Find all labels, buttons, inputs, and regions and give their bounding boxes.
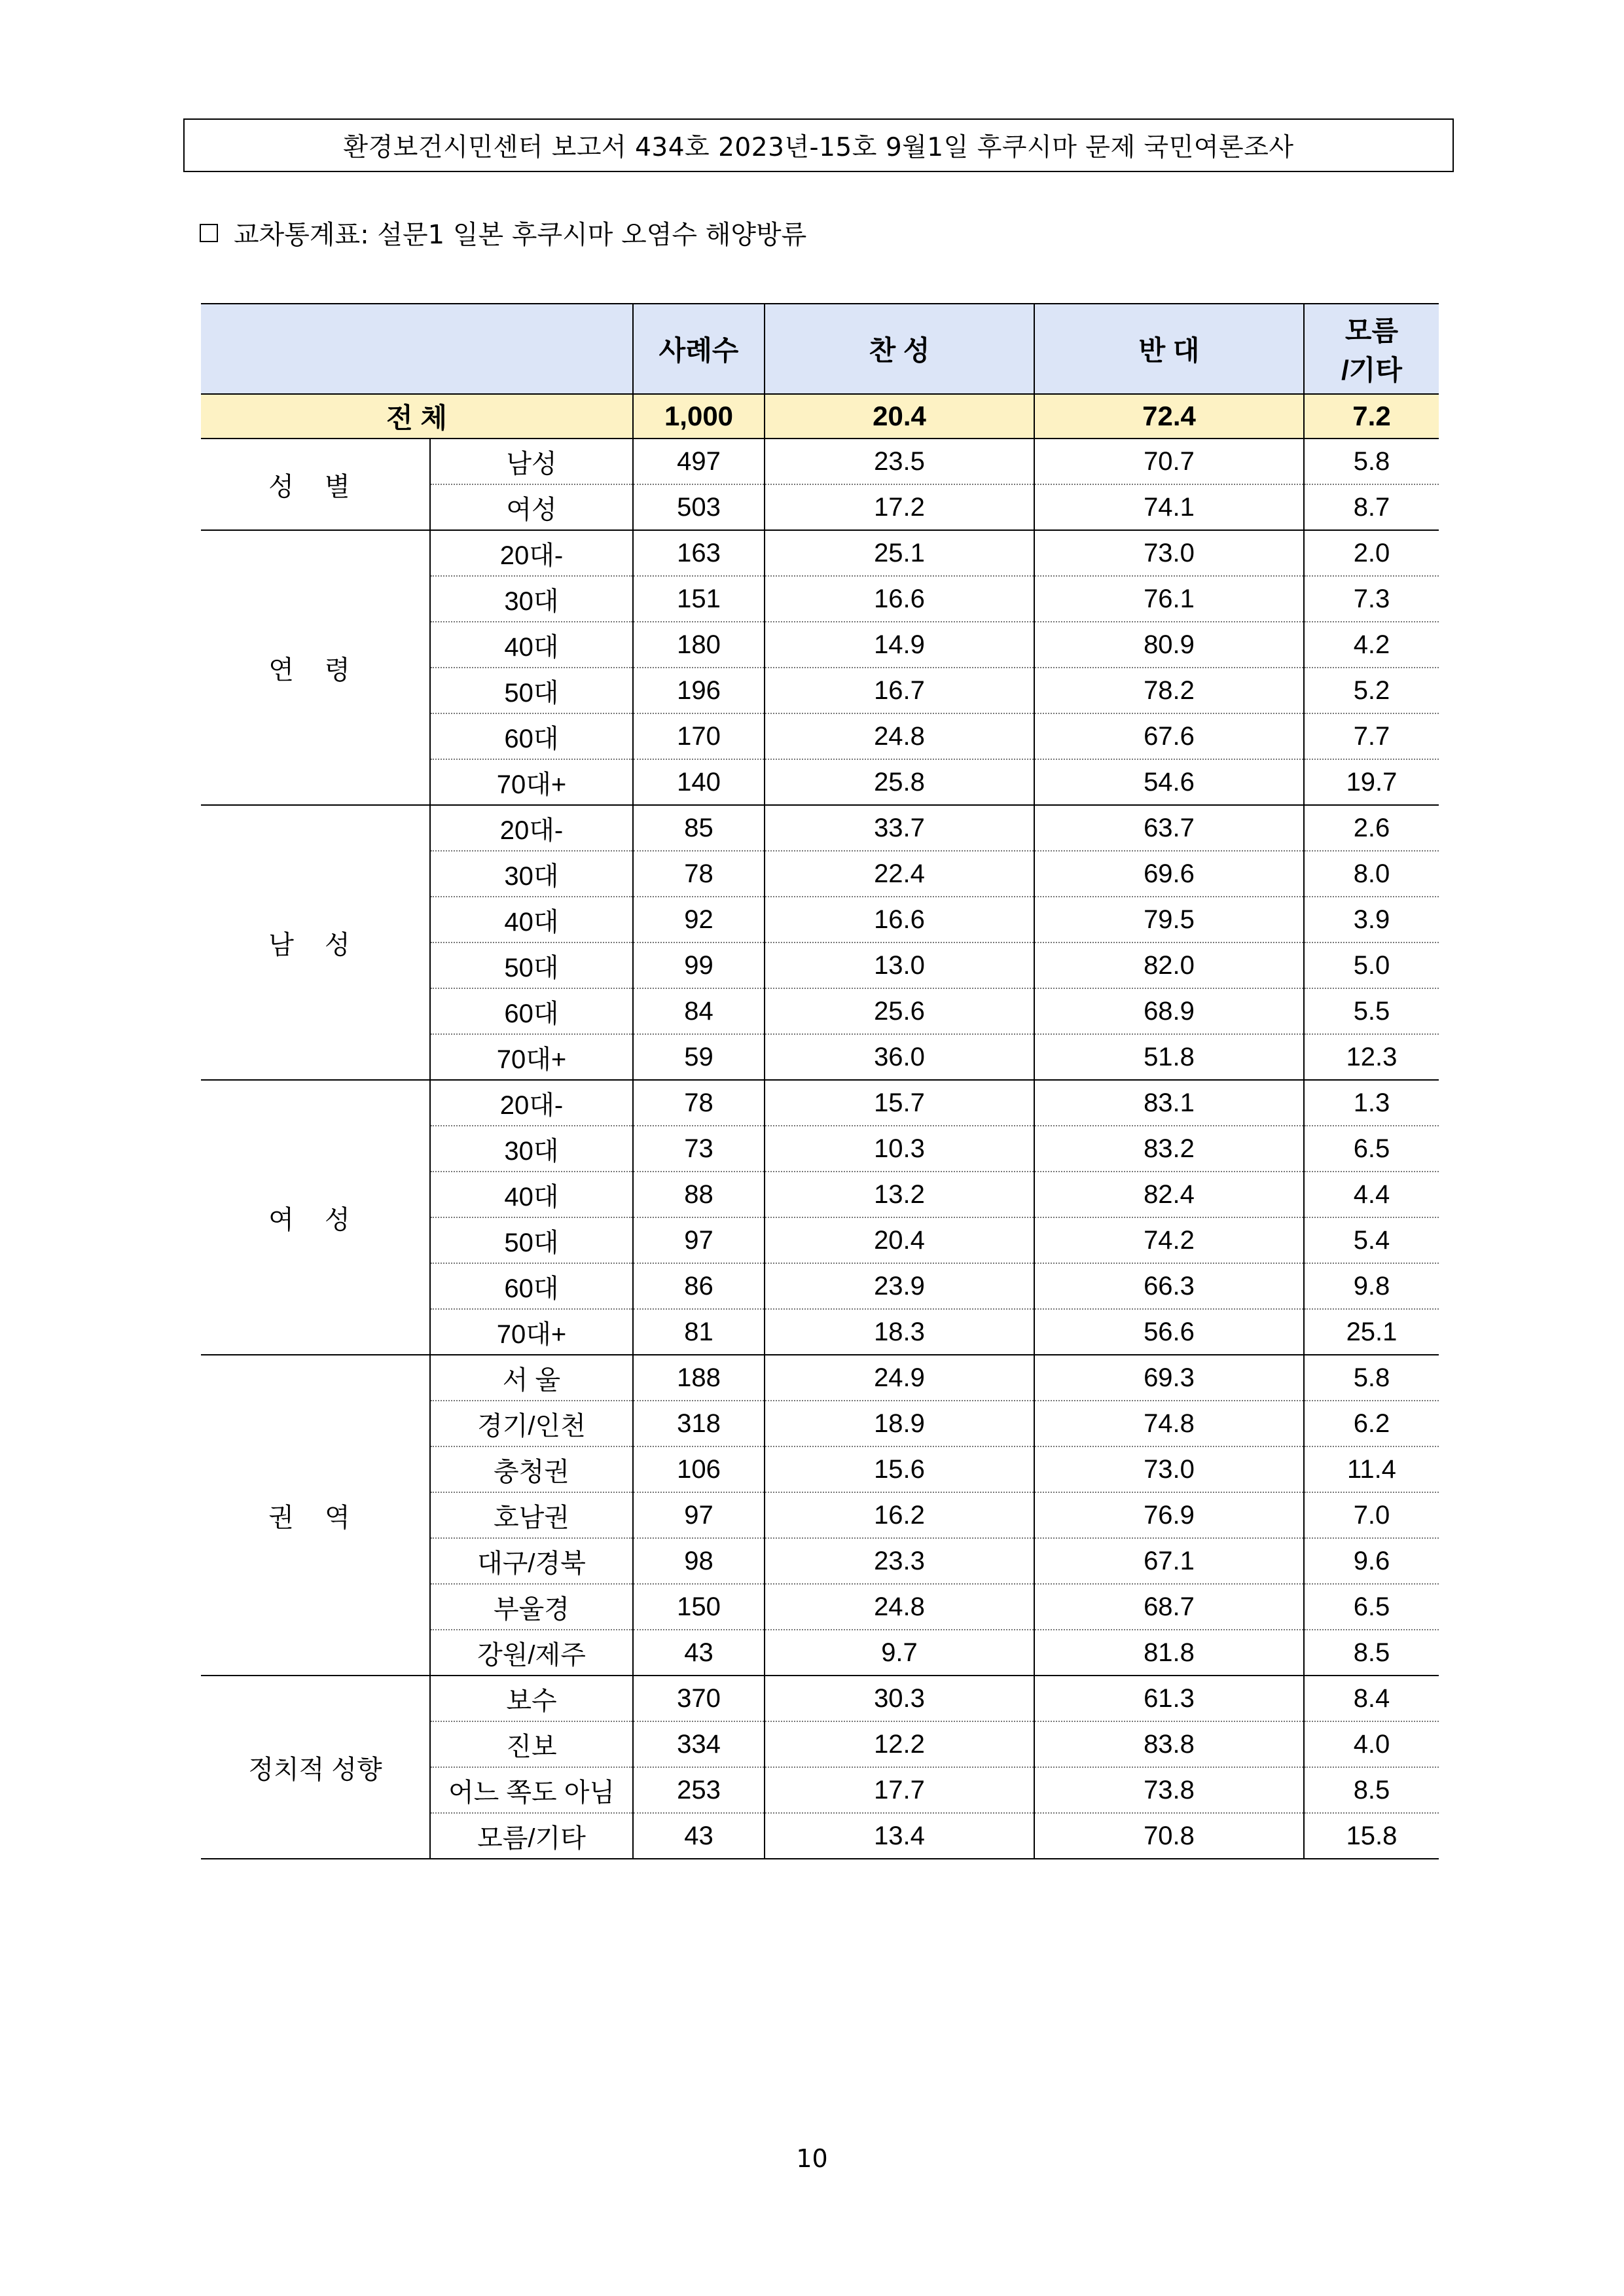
cell-n: 497 [633, 439, 765, 484]
cell-oppose: 74.8 [1034, 1401, 1304, 1446]
header-corner [201, 304, 633, 394]
row-label: 20대- [430, 530, 633, 576]
cell-agree: 25.1 [765, 530, 1034, 576]
cell-n: 151 [633, 576, 765, 622]
cell-other: 5.5 [1304, 988, 1439, 1034]
row-label: 서 울 [430, 1355, 633, 1401]
cell-agree: 16.2 [765, 1492, 1034, 1538]
cell-agree: 9.7 [765, 1630, 1034, 1676]
row-label: 남성 [430, 439, 633, 484]
cell-agree: 24.8 [765, 1584, 1034, 1630]
row-label: 60대 [430, 1263, 633, 1309]
cell-other: 8.0 [1304, 851, 1439, 897]
cell-oppose: 51.8 [1034, 1034, 1304, 1080]
cell-other: 4.0 [1304, 1721, 1439, 1767]
row-label: 70대+ [430, 1309, 633, 1355]
table-row [201, 1080, 1439, 1126]
cell-n: 97 [633, 1492, 765, 1538]
cell-other: 8.5 [1304, 1767, 1439, 1813]
cell-other: 2.6 [1304, 805, 1439, 851]
cell-n: 196 [633, 668, 765, 713]
row-label: 70대+ [430, 1034, 633, 1080]
row-label: 여성 [430, 484, 633, 530]
cell-agree: 23.9 [765, 1263, 1034, 1309]
group-label: 연 령 [201, 530, 430, 805]
row-label: 충청권 [430, 1446, 633, 1492]
row-label: 40대 [430, 622, 633, 668]
row-label: 호남권 [430, 1492, 633, 1538]
table-group [201, 439, 1439, 530]
total-oppose: 72.4 [1034, 394, 1304, 439]
cell-other: 6.5 [1304, 1584, 1439, 1630]
cell-other: 7.0 [1304, 1492, 1439, 1538]
cell-agree: 22.4 [765, 851, 1034, 897]
cell-other: 1.3 [1304, 1080, 1439, 1126]
cell-n: 88 [633, 1172, 765, 1217]
header-agree: 찬 성 [765, 304, 1034, 394]
row-label: 20대- [430, 1080, 633, 1126]
cell-oppose: 78.2 [1034, 668, 1304, 713]
cell-oppose: 81.8 [1034, 1630, 1304, 1676]
cell-agree: 15.7 [765, 1080, 1034, 1126]
cell-agree: 25.6 [765, 988, 1034, 1034]
cell-oppose: 68.7 [1034, 1584, 1304, 1630]
cell-n: 253 [633, 1767, 765, 1813]
cell-oppose: 70.8 [1034, 1813, 1304, 1859]
cell-other: 12.3 [1304, 1034, 1439, 1080]
total-n: 1,000 [633, 394, 765, 439]
cell-oppose: 67.1 [1034, 1538, 1304, 1584]
cross-tab-table [201, 303, 1439, 1859]
cell-agree: 20.4 [765, 1217, 1034, 1263]
cell-other: 7.3 [1304, 576, 1439, 622]
cell-oppose: 54.6 [1034, 759, 1304, 805]
cell-n: 370 [633, 1676, 765, 1721]
total-label: 전 체 [201, 394, 633, 439]
row-label: 보수 [430, 1676, 633, 1721]
report-header [183, 118, 1454, 172]
group-label: 남 성 [201, 805, 430, 1080]
cell-other: 6.5 [1304, 1126, 1439, 1172]
cell-oppose: 83.1 [1034, 1080, 1304, 1126]
cell-oppose: 70.7 [1034, 439, 1304, 484]
cell-oppose: 63.7 [1034, 805, 1304, 851]
cell-agree: 33.7 [765, 805, 1034, 851]
row-label: 40대 [430, 897, 633, 942]
cell-other: 7.7 [1304, 713, 1439, 759]
row-label: 70대+ [430, 759, 633, 805]
cell-oppose: 61.3 [1034, 1676, 1304, 1721]
table-row [201, 1676, 1439, 1721]
cell-n: 73 [633, 1126, 765, 1172]
cell-n: 318 [633, 1401, 765, 1446]
row-label: 20대- [430, 805, 633, 851]
group-label: 권 역 [201, 1355, 430, 1676]
cell-n: 43 [633, 1630, 765, 1676]
cell-oppose: 73.0 [1034, 530, 1304, 576]
row-label: 50대 [430, 668, 633, 713]
table-group [201, 1080, 1439, 1355]
header-other-line2: /기타 [1341, 355, 1402, 386]
cell-agree: 23.5 [765, 439, 1034, 484]
cell-agree: 16.7 [765, 668, 1034, 713]
cell-n: 106 [633, 1446, 765, 1492]
cell-other: 11.4 [1304, 1446, 1439, 1492]
row-label: 대구/경북 [430, 1538, 633, 1584]
group-label: 여 성 [201, 1080, 430, 1355]
cell-agree: 13.0 [765, 942, 1034, 988]
row-label: 60대 [430, 988, 633, 1034]
row-label: 강원/제주 [430, 1630, 633, 1676]
cell-other: 25.1 [1304, 1309, 1439, 1355]
cell-other: 15.8 [1304, 1813, 1439, 1859]
cell-n: 81 [633, 1309, 765, 1355]
cell-n: 503 [633, 484, 765, 530]
cell-agree: 18.9 [765, 1401, 1034, 1446]
row-label: 30대 [430, 851, 633, 897]
cell-agree: 16.6 [765, 576, 1034, 622]
cell-oppose: 82.0 [1034, 942, 1304, 988]
row-label: 50대 [430, 942, 633, 988]
report-header-title: 환경보건시민센터 보고서 434호 2023년-15호 9월1일 후쿠시마 문제 국민여론조사 [343, 133, 1294, 162]
cell-agree: 10.3 [765, 1126, 1034, 1172]
table-group [201, 805, 1439, 1080]
row-label: 60대 [430, 713, 633, 759]
cell-other: 5.8 [1304, 439, 1439, 484]
cell-other: 8.5 [1304, 1630, 1439, 1676]
header-other-line1: 모름 [1344, 315, 1399, 346]
cell-n: 86 [633, 1263, 765, 1309]
group-label: 정치적 성향 [201, 1676, 430, 1859]
cell-agree: 17.7 [765, 1767, 1034, 1813]
row-label: 모름/기타 [430, 1813, 633, 1859]
cell-agree: 30.3 [765, 1676, 1034, 1721]
cell-other: 9.8 [1304, 1263, 1439, 1309]
table-group [201, 1676, 1439, 1859]
checkbox-icon [200, 224, 218, 242]
section-title-text: 교차통계표: 설문1 일본 후쿠시마 오염수 해양방류 [234, 220, 807, 250]
cell-n: 150 [633, 1584, 765, 1630]
table-row [201, 439, 1439, 484]
cell-other: 5.4 [1304, 1217, 1439, 1263]
cell-agree: 25.8 [765, 759, 1034, 805]
cell-agree: 24.9 [765, 1355, 1034, 1401]
cell-oppose: 73.0 [1034, 1446, 1304, 1492]
table-row [201, 530, 1439, 576]
header-n: 사례수 [633, 304, 765, 394]
cell-agree: 23.3 [765, 1538, 1034, 1584]
section-title [200, 214, 806, 251]
cell-oppose: 56.6 [1034, 1309, 1304, 1355]
cell-n: 170 [633, 713, 765, 759]
cell-n: 85 [633, 805, 765, 851]
cell-oppose: 74.2 [1034, 1217, 1304, 1263]
cell-n: 78 [633, 1080, 765, 1126]
cell-agree: 12.2 [765, 1721, 1034, 1767]
cell-n: 59 [633, 1034, 765, 1080]
cell-agree: 18.3 [765, 1309, 1034, 1355]
cell-agree: 17.2 [765, 484, 1034, 530]
row-label: 30대 [430, 576, 633, 622]
cell-oppose: 83.2 [1034, 1126, 1304, 1172]
cell-oppose: 73.8 [1034, 1767, 1304, 1813]
cell-other: 4.4 [1304, 1172, 1439, 1217]
total-row [201, 394, 1439, 439]
cell-other: 2.0 [1304, 530, 1439, 576]
cell-oppose: 82.4 [1034, 1172, 1304, 1217]
table-group [201, 530, 1439, 805]
cell-n: 84 [633, 988, 765, 1034]
cell-other: 6.2 [1304, 1401, 1439, 1446]
cell-n: 78 [633, 851, 765, 897]
row-label: 부울경 [430, 1584, 633, 1630]
cell-n: 180 [633, 622, 765, 668]
cell-n: 334 [633, 1721, 765, 1767]
cell-agree: 13.2 [765, 1172, 1034, 1217]
table-header-row [201, 304, 1439, 394]
cell-oppose: 69.6 [1034, 851, 1304, 897]
header-other [1304, 304, 1439, 394]
cell-n: 140 [633, 759, 765, 805]
cell-other: 5.0 [1304, 942, 1439, 988]
cell-other: 4.2 [1304, 622, 1439, 668]
cell-n: 92 [633, 897, 765, 942]
table-row [201, 1355, 1439, 1401]
cell-agree: 36.0 [765, 1034, 1034, 1080]
page-number: 10 [796, 2144, 828, 2173]
cell-n: 188 [633, 1355, 765, 1401]
row-label: 50대 [430, 1217, 633, 1263]
cell-n: 163 [633, 530, 765, 576]
cell-n: 43 [633, 1813, 765, 1859]
total-agree: 20.4 [765, 394, 1034, 439]
row-label: 어느 쪽도 아님 [430, 1767, 633, 1813]
cell-other: 5.2 [1304, 668, 1439, 713]
cell-n: 97 [633, 1217, 765, 1263]
table-group [201, 1355, 1439, 1676]
header-oppose: 반 대 [1034, 304, 1304, 394]
group-label: 성 별 [201, 439, 430, 530]
cell-n: 98 [633, 1538, 765, 1584]
cell-other: 8.4 [1304, 1676, 1439, 1721]
cell-oppose: 76.9 [1034, 1492, 1304, 1538]
cell-agree: 14.9 [765, 622, 1034, 668]
cell-oppose: 76.1 [1034, 576, 1304, 622]
cell-oppose: 80.9 [1034, 622, 1304, 668]
cell-other: 9.6 [1304, 1538, 1439, 1584]
cell-n: 99 [633, 942, 765, 988]
cell-oppose: 67.6 [1034, 713, 1304, 759]
cell-oppose: 66.3 [1034, 1263, 1304, 1309]
row-label: 경기/인천 [430, 1401, 633, 1446]
cell-oppose: 83.8 [1034, 1721, 1304, 1767]
total-other: 7.2 [1304, 394, 1439, 439]
cell-agree: 24.8 [765, 713, 1034, 759]
cell-other: 3.9 [1304, 897, 1439, 942]
row-label: 40대 [430, 1172, 633, 1217]
cell-other: 8.7 [1304, 484, 1439, 530]
cell-agree: 16.6 [765, 897, 1034, 942]
cell-other: 19.7 [1304, 759, 1439, 805]
cell-agree: 13.4 [765, 1813, 1034, 1859]
row-label: 진보 [430, 1721, 633, 1767]
cell-oppose: 74.1 [1034, 484, 1304, 530]
cell-oppose: 79.5 [1034, 897, 1304, 942]
row-label: 30대 [430, 1126, 633, 1172]
cell-oppose: 68.9 [1034, 988, 1304, 1034]
cell-agree: 15.6 [765, 1446, 1034, 1492]
table-row [201, 805, 1439, 851]
cell-oppose: 69.3 [1034, 1355, 1304, 1401]
cell-other: 5.8 [1304, 1355, 1439, 1401]
